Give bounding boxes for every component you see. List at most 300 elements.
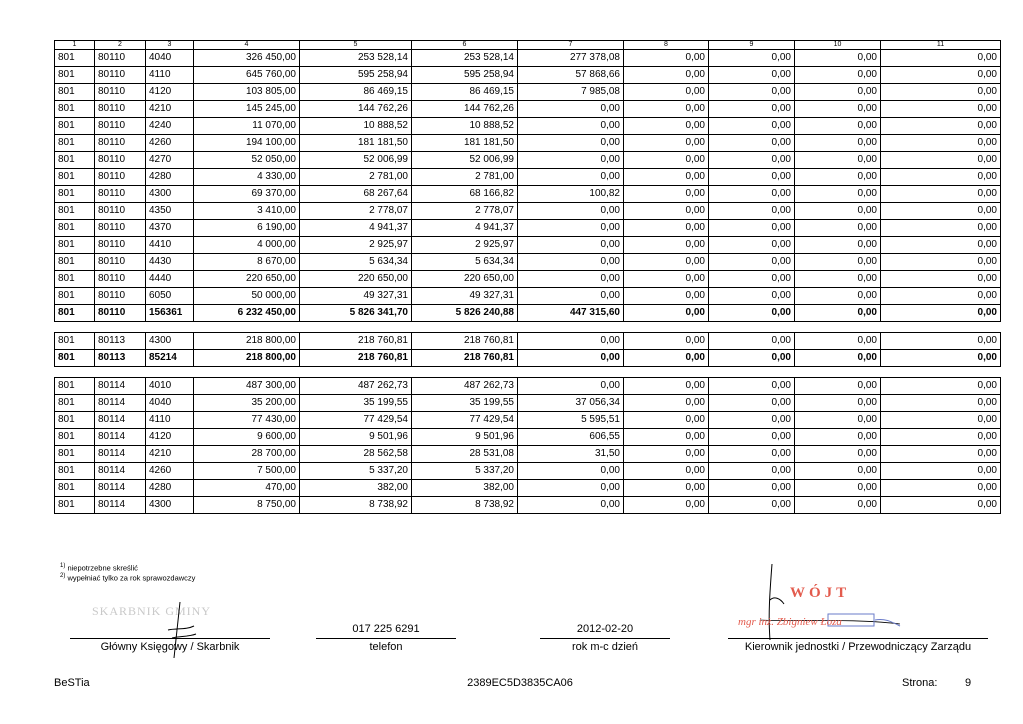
- table-cell: 0,00: [709, 429, 795, 446]
- table-cell: 4210: [146, 101, 194, 118]
- table-cell: 0,00: [624, 135, 709, 152]
- column-number: 7: [518, 41, 624, 50]
- table-row: [55, 429, 1001, 446]
- table-cell: 52 006,99: [412, 152, 518, 169]
- table-cell: 0,00: [518, 118, 624, 135]
- table-cell: 80113: [95, 333, 146, 350]
- table-cell: 801: [55, 237, 95, 254]
- table-cell: 382,00: [412, 480, 518, 497]
- table-cell: 194 100,00: [194, 135, 300, 152]
- table-cell: 28 531,08: [412, 446, 518, 463]
- table-row: [55, 288, 1001, 305]
- table-row: [55, 186, 1001, 203]
- table-cell: 4280: [146, 480, 194, 497]
- table-cell: 0,00: [624, 169, 709, 186]
- phone-value: 017 225 6291: [352, 623, 420, 635]
- table-cell: 0,00: [795, 169, 881, 186]
- table-cell: 4410: [146, 237, 194, 254]
- table-cell: 0,00: [795, 497, 881, 514]
- table-cell: 4350: [146, 203, 194, 220]
- table-cell: 220 650,00: [300, 271, 412, 288]
- column-number: 6: [412, 41, 518, 50]
- table-cell: 801: [55, 169, 95, 186]
- column-number: 9: [709, 41, 795, 50]
- table-cell: 253 528,14: [300, 50, 412, 67]
- table-cell: 9 600,00: [194, 429, 300, 446]
- table-cell: 80114: [95, 378, 146, 395]
- table-cell: 86 469,15: [300, 84, 412, 101]
- table-cell: 801: [55, 350, 95, 367]
- table-row: [55, 237, 1001, 254]
- table-cell: 0,00: [709, 350, 795, 367]
- table-row: [55, 412, 1001, 429]
- table-cell: 801: [55, 305, 95, 322]
- table-cell: 0,00: [795, 118, 881, 135]
- table-cell: 80110: [95, 67, 146, 84]
- table-cell: 447 315,60: [518, 305, 624, 322]
- table-cell: 0,00: [795, 101, 881, 118]
- table-cell: 595 258,94: [300, 67, 412, 84]
- section-separator: [55, 367, 1001, 378]
- table-cell: 0,00: [881, 305, 1001, 322]
- table-cell: 4040: [146, 395, 194, 412]
- skarbnik-label: Główny Księgowy / Skarbnik: [100, 641, 240, 653]
- table-row: [55, 101, 1001, 118]
- table-cell: 0,00: [624, 412, 709, 429]
- table-cell: 0,00: [709, 254, 795, 271]
- table-cell: 5 337,20: [412, 463, 518, 480]
- footer-page-number: 9: [965, 677, 972, 689]
- table-cell: 4 941,37: [300, 220, 412, 237]
- table-cell: 0,00: [709, 412, 795, 429]
- table-cell: 0,00: [795, 305, 881, 322]
- table-cell: 0,00: [624, 480, 709, 497]
- column-number: 3: [146, 41, 194, 50]
- table-cell: 80110: [95, 203, 146, 220]
- table-cell: 0,00: [709, 152, 795, 169]
- table-cell: 10 888,52: [412, 118, 518, 135]
- table-cell: 0,00: [795, 463, 881, 480]
- total-row: [55, 305, 1001, 322]
- table-cell: 0,00: [518, 463, 624, 480]
- table-cell: 0,00: [709, 446, 795, 463]
- table-cell: 4 941,37: [412, 220, 518, 237]
- table-cell: 52 050,00: [194, 152, 300, 169]
- total-row: [55, 350, 1001, 367]
- table-cell: 0,00: [881, 446, 1001, 463]
- table-cell: 0,00: [624, 395, 709, 412]
- table-cell: 2 925,97: [412, 237, 518, 254]
- table-cell: 0,00: [881, 152, 1001, 169]
- table-cell: 0,00: [881, 350, 1001, 367]
- table-cell: 0,00: [709, 186, 795, 203]
- table-cell: 0,00: [518, 203, 624, 220]
- table-cell: 0,00: [881, 203, 1001, 220]
- table-cell: 0,00: [518, 333, 624, 350]
- table-cell: 0,00: [709, 333, 795, 350]
- table-cell: 801: [55, 67, 95, 84]
- table-cell: 8 670,00: [194, 254, 300, 271]
- table-cell: 0,00: [795, 395, 881, 412]
- table-cell: 4300: [146, 333, 194, 350]
- table-cell: 145 245,00: [194, 101, 300, 118]
- table-cell: 68 166,82: [412, 186, 518, 203]
- table-cell: 80110: [95, 305, 146, 322]
- table-cell: 77 429,54: [412, 412, 518, 429]
- table-cell: 0,00: [881, 378, 1001, 395]
- table-cell: 4040: [146, 50, 194, 67]
- table-cell: 326 450,00: [194, 50, 300, 67]
- table-cell: 4120: [146, 429, 194, 446]
- table-cell: 103 805,00: [194, 84, 300, 101]
- column-number: 1: [55, 41, 95, 50]
- table-cell: 0,00: [709, 135, 795, 152]
- table-cell: 80114: [95, 395, 146, 412]
- table-cell: 645 760,00: [194, 67, 300, 84]
- table-cell: 801: [55, 497, 95, 514]
- footer-app-name: BeSTia: [54, 677, 90, 689]
- table-cell: 595 258,94: [412, 67, 518, 84]
- table-cell: 35 199,55: [412, 395, 518, 412]
- table-cell: 0,00: [518, 350, 624, 367]
- table-cell: 0,00: [881, 135, 1001, 152]
- table-cell: 0,00: [518, 271, 624, 288]
- table-cell: 0,00: [709, 288, 795, 305]
- table-cell: 801: [55, 429, 95, 446]
- table-cell: 5 826 341,70: [300, 305, 412, 322]
- table-cell: 80110: [95, 118, 146, 135]
- table-cell: 4110: [146, 67, 194, 84]
- table-cell: 8 750,00: [194, 497, 300, 514]
- table-cell: 0,00: [518, 220, 624, 237]
- table-cell: 80114: [95, 497, 146, 514]
- table-cell: 7 985,08: [518, 84, 624, 101]
- table-cell: 0,00: [881, 67, 1001, 84]
- table-cell: 80114: [95, 412, 146, 429]
- table-cell: 80110: [95, 101, 146, 118]
- table-cell: 4 330,00: [194, 169, 300, 186]
- table-cell: 801: [55, 118, 95, 135]
- table-cell: 80110: [95, 220, 146, 237]
- table-row: [55, 67, 1001, 84]
- table-cell: 0,00: [518, 480, 624, 497]
- table-cell: 0,00: [795, 429, 881, 446]
- column-number: 5: [300, 41, 412, 50]
- table-cell: 801: [55, 135, 95, 152]
- column-number: 10: [795, 41, 881, 50]
- table-cell: 0,00: [795, 480, 881, 497]
- table-cell: 181 181,50: [300, 135, 412, 152]
- table-cell: 0,00: [881, 101, 1001, 118]
- table-row: [55, 220, 1001, 237]
- table-cell: 80110: [95, 135, 146, 152]
- table-cell: 277 378,08: [518, 50, 624, 67]
- table-cell: 0,00: [624, 237, 709, 254]
- table-cell: 0,00: [881, 186, 1001, 203]
- table-cell: 100,82: [518, 186, 624, 203]
- table-cell: 35 199,55: [300, 395, 412, 412]
- table-cell: 0,00: [518, 378, 624, 395]
- table-row: [55, 333, 1001, 350]
- table-cell: 80114: [95, 480, 146, 497]
- table-cell: 0,00: [518, 254, 624, 271]
- table-cell: 801: [55, 271, 95, 288]
- table-cell: 0,00: [881, 118, 1001, 135]
- table-cell: 6050: [146, 288, 194, 305]
- table-cell: 0,00: [624, 50, 709, 67]
- table-cell: 4300: [146, 497, 194, 514]
- table-cell: 4280: [146, 169, 194, 186]
- table-cell: 4440: [146, 271, 194, 288]
- table-cell: 80110: [95, 271, 146, 288]
- table-cell: 0,00: [709, 220, 795, 237]
- table-cell: 0,00: [624, 67, 709, 84]
- table-cell: 0,00: [881, 412, 1001, 429]
- table-cell: 11 070,00: [194, 118, 300, 135]
- table-cell: 801: [55, 152, 95, 169]
- table-row: [55, 169, 1001, 186]
- table-cell: 4240: [146, 118, 194, 135]
- table-cell: 8 738,92: [412, 497, 518, 514]
- table-cell: 4010: [146, 378, 194, 395]
- table-cell: 0,00: [624, 186, 709, 203]
- table-cell: 0,00: [709, 480, 795, 497]
- table-cell: 5 595,51: [518, 412, 624, 429]
- section-separator: [55, 322, 1001, 333]
- table-cell: 5 337,20: [300, 463, 412, 480]
- table-cell: 156361: [146, 305, 194, 322]
- table-cell: 0,00: [709, 237, 795, 254]
- table-cell: 218 760,81: [412, 350, 518, 367]
- table-cell: 0,00: [709, 50, 795, 67]
- table-cell: 0,00: [709, 463, 795, 480]
- table-cell: 0,00: [709, 395, 795, 412]
- table-body: [55, 41, 1001, 514]
- table-cell: 0,00: [709, 305, 795, 322]
- table-cell: 0,00: [624, 446, 709, 463]
- table-cell: 80110: [95, 288, 146, 305]
- table-cell: 0,00: [709, 101, 795, 118]
- table-cell: 0,00: [624, 118, 709, 135]
- table-cell: 801: [55, 254, 95, 271]
- table-cell: 8 738,92: [300, 497, 412, 514]
- table-cell: 77 429,54: [300, 412, 412, 429]
- table-cell: 10 888,52: [300, 118, 412, 135]
- table-cell: 181 181,50: [412, 135, 518, 152]
- table-row: [55, 497, 1001, 514]
- table-cell: 52 006,99: [300, 152, 412, 169]
- footer-page-label: Strona:: [902, 677, 938, 689]
- table-cell: 7 500,00: [194, 463, 300, 480]
- table-cell: 0,00: [795, 333, 881, 350]
- table-cell: 801: [55, 288, 95, 305]
- table-cell: 0,00: [709, 67, 795, 84]
- table-cell: 86 469,15: [412, 84, 518, 101]
- table-cell: 144 762,26: [412, 101, 518, 118]
- table-cell: 801: [55, 412, 95, 429]
- table-cell: 80110: [95, 237, 146, 254]
- table-cell: 487 262,73: [300, 378, 412, 395]
- wojt-signature-icon: [740, 560, 940, 650]
- column-number: 8: [624, 41, 709, 50]
- table-cell: 0,00: [624, 350, 709, 367]
- table-cell: 37 056,34: [518, 395, 624, 412]
- table-cell: 801: [55, 463, 95, 480]
- table-cell: 2 781,00: [412, 169, 518, 186]
- table-cell: 0,00: [881, 480, 1001, 497]
- phone-label: telefon: [369, 641, 403, 653]
- table-cell: 0,00: [795, 50, 881, 67]
- table-cell: 4120: [146, 84, 194, 101]
- table-cell: 80110: [95, 84, 146, 101]
- table-cell: 0,00: [795, 84, 881, 101]
- table-cell: 77 430,00: [194, 412, 300, 429]
- table-cell: 0,00: [709, 84, 795, 101]
- table-cell: 801: [55, 480, 95, 497]
- table-cell: 144 762,26: [300, 101, 412, 118]
- table-cell: 0,00: [709, 203, 795, 220]
- separator-cell: [55, 367, 1001, 378]
- skarbnik-stamp: SKARBNIK GMINY: [92, 604, 212, 618]
- table-cell: 80110: [95, 186, 146, 203]
- table-cell: 0,00: [881, 288, 1001, 305]
- table-cell: 801: [55, 395, 95, 412]
- table-cell: 0,00: [624, 333, 709, 350]
- table-cell: 0,00: [709, 378, 795, 395]
- footnote-1: $^{1)}$ niepotrzebne skreślić: [60, 563, 138, 573]
- table-cell: 0,00: [795, 135, 881, 152]
- table-cell: 80114: [95, 429, 146, 446]
- report-table: [54, 40, 1001, 514]
- table-row: [55, 118, 1001, 135]
- table-cell: 0,00: [881, 169, 1001, 186]
- table-cell: 9 501,96: [412, 429, 518, 446]
- table-cell: 0,00: [624, 305, 709, 322]
- table-cell: 4 000,00: [194, 237, 300, 254]
- table-cell: 0,00: [881, 497, 1001, 514]
- table-cell: 0,00: [624, 429, 709, 446]
- table-cell: 470,00: [194, 480, 300, 497]
- table-row: [55, 463, 1001, 480]
- skarbnik-line: [70, 638, 270, 639]
- table-cell: 28 700,00: [194, 446, 300, 463]
- table-cell: 80114: [95, 463, 146, 480]
- table-cell: 85214: [146, 350, 194, 367]
- table-cell: 801: [55, 84, 95, 101]
- table-cell: 0,00: [881, 463, 1001, 480]
- column-number: 11: [881, 41, 1001, 50]
- table-cell: 0,00: [518, 101, 624, 118]
- table-cell: 80110: [95, 152, 146, 169]
- date-value: 2012-02-20: [576, 623, 634, 635]
- table-cell: 35 200,00: [194, 395, 300, 412]
- table-cell: 4430: [146, 254, 194, 271]
- table-cell: 0,00: [518, 237, 624, 254]
- table-cell: 9 501,96: [300, 429, 412, 446]
- table-cell: 57 868,66: [518, 67, 624, 84]
- table-cell: 2 778,07: [300, 203, 412, 220]
- table-cell: 0,00: [795, 350, 881, 367]
- table-cell: 0,00: [624, 220, 709, 237]
- table-cell: 4370: [146, 220, 194, 237]
- table-cell: 0,00: [624, 288, 709, 305]
- head-line: [728, 638, 988, 639]
- table-cell: 0,00: [624, 463, 709, 480]
- table-cell: 0,00: [518, 497, 624, 514]
- table-cell: 0,00: [795, 67, 881, 84]
- table-cell: 218 800,00: [194, 333, 300, 350]
- table-cell: 80110: [95, 169, 146, 186]
- table-cell: 0,00: [795, 237, 881, 254]
- table-cell: 80110: [95, 254, 146, 271]
- wojt-name-stamp: mgr inż. Zbigniew Łoza: [738, 616, 842, 628]
- table-cell: 218 760,81: [300, 350, 412, 367]
- table-cell: 0,00: [795, 378, 881, 395]
- table-cell: 0,00: [624, 497, 709, 514]
- table-cell: 2 925,97: [300, 237, 412, 254]
- table-cell: 0,00: [709, 497, 795, 514]
- table-cell: 801: [55, 203, 95, 220]
- table-row: [55, 254, 1001, 271]
- table-cell: 0,00: [624, 254, 709, 271]
- table-cell: 5 634,34: [412, 254, 518, 271]
- table-cell: 487 300,00: [194, 378, 300, 395]
- table-cell: 80110: [95, 50, 146, 67]
- table-row: [55, 480, 1001, 497]
- table-cell: 31,50: [518, 446, 624, 463]
- footnote-2: $^{2)}$ wypełniać tylko za rok sprawozdawczy: [60, 573, 196, 583]
- table-row: [55, 446, 1001, 463]
- table-cell: 0,00: [518, 152, 624, 169]
- table-cell: 0,00: [881, 220, 1001, 237]
- table-cell: 0,00: [795, 220, 881, 237]
- table-cell: 0,00: [624, 378, 709, 395]
- table-cell: 218 800,00: [194, 350, 300, 367]
- table-cell: 0,00: [881, 50, 1001, 67]
- table-cell: 68 267,64: [300, 186, 412, 203]
- table-cell: 49 327,31: [412, 288, 518, 305]
- table-cell: 50 000,00: [194, 288, 300, 305]
- table-cell: 69 370,00: [194, 186, 300, 203]
- table-row: [55, 271, 1001, 288]
- column-number: 4: [194, 41, 300, 50]
- table-row: [55, 135, 1001, 152]
- table-cell: 218 760,81: [412, 333, 518, 350]
- table-cell: 801: [55, 378, 95, 395]
- table-cell: 4300: [146, 186, 194, 203]
- date-line: [540, 638, 670, 639]
- table-cell: 0,00: [624, 152, 709, 169]
- table-cell: 218 760,81: [300, 333, 412, 350]
- table-cell: 606,55: [518, 429, 624, 446]
- table-cell: 4260: [146, 463, 194, 480]
- table-cell: 0,00: [881, 84, 1001, 101]
- table-cell: 0,00: [624, 84, 709, 101]
- date-label: rok m-c dzień: [571, 641, 639, 653]
- table-cell: 4110: [146, 412, 194, 429]
- column-number: 2: [95, 41, 146, 50]
- table-cell: 49 327,31: [300, 288, 412, 305]
- table-cell: 0,00: [795, 254, 881, 271]
- table-cell: 0,00: [795, 288, 881, 305]
- table-cell: 2 778,07: [412, 203, 518, 220]
- phone-line: [316, 638, 456, 639]
- table-cell: 28 562,58: [300, 446, 412, 463]
- table-cell: 0,00: [881, 395, 1001, 412]
- table-cell: 801: [55, 220, 95, 237]
- table-cell: 0,00: [881, 237, 1001, 254]
- table-cell: 6 190,00: [194, 220, 300, 237]
